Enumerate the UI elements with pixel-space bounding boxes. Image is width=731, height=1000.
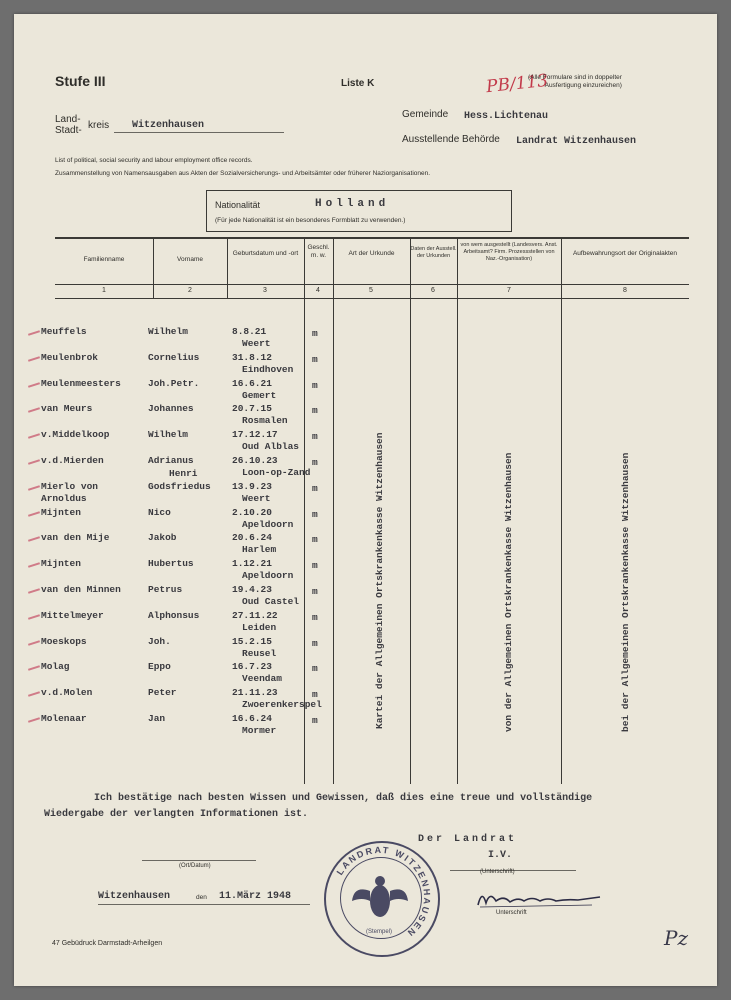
handwritten-signature: [474, 887, 604, 909]
geburtsort-cell: Oud Castel: [242, 596, 300, 607]
geburtsdatum-cell: 16.7.23: [232, 661, 272, 673]
col8-vertical-text: bei der Allgemeinen Ortskrankenkasse Witzenhausen: [620, 452, 631, 732]
familienname-cell: van den Minnen: [41, 584, 121, 595]
header-geschlecht: Geschl. m. w.: [307, 244, 330, 259]
geschlecht-cell: m: [312, 560, 318, 572]
vorname-cell: Joh.: [148, 635, 171, 647]
behoerde-value: Landrat Witzenhausen: [516, 136, 637, 147]
official-stamp: [324, 841, 440, 957]
vorname-cell: Adrianus: [148, 455, 194, 466]
geschlecht-cell: m: [312, 715, 318, 726]
geburtsort-cell: Loon-op-Zand: [242, 467, 311, 478]
geschlecht-cell: m: [312, 611, 318, 623]
colnum-7: 7: [507, 287, 511, 294]
familienname-cell: van Meurs: [41, 403, 93, 415]
pencil-check-mark: [28, 408, 40, 414]
pencil-check-mark: [28, 330, 40, 336]
nationalitaet-box: [206, 190, 512, 232]
handwritten-number: PB/113: [485, 70, 549, 98]
vorname-cell: Godsfriedus: [148, 480, 211, 492]
vorname-cell: Wilhelm: [148, 326, 188, 337]
geburtsort-cell: Weert: [242, 338, 271, 349]
geschlecht-cell: m: [312, 637, 318, 649]
geburtsdatum-cell: 8.8.21: [232, 326, 267, 337]
pencil-check-mark: [28, 485, 40, 491]
handwritten-initials: Pz: [664, 926, 688, 950]
col-divider-2: [227, 239, 228, 298]
ort-datum-line: [142, 860, 256, 861]
geburtsort-cell: Zwoerenkerspel: [242, 699, 322, 711]
familienname-cell: Molenaar: [41, 713, 87, 724]
pencil-check-mark: [28, 562, 40, 568]
table-number-rule: [55, 298, 689, 299]
header-familienname: Familienname: [83, 256, 125, 263]
header-geburtsdatum: Geburtsdatum und -ort: [232, 250, 299, 257]
geburtsort-cell: Leiden: [242, 621, 277, 633]
eagle-icon: [352, 876, 408, 917]
vorname-cell: Jan: [148, 713, 166, 724]
geburtsort-cell: Gemert: [242, 389, 277, 401]
geburtsdatum-cell: 20.7.15: [232, 403, 272, 415]
familienname-cell: van den Mije: [41, 532, 110, 544]
kreis-underline: [114, 132, 284, 133]
col7-vertical-text: von der Allgemeinen Ortskrankenkasse Witzenhausen: [503, 452, 514, 732]
geburtsort-cell: Harlem: [242, 544, 277, 556]
geburtsort-cell: Rosmalen: [242, 415, 288, 427]
table-header-rule: [55, 284, 689, 285]
col5-vertical-text: Kartei der Allgemeinen Ortskrankenkasse Witzenhausen: [374, 432, 385, 729]
familienname-cell: Molag: [41, 661, 70, 673]
header-art-urkunde: Art der Urkunde: [348, 250, 395, 257]
geschlecht-cell: m: [312, 508, 318, 520]
col-divider-1: [153, 239, 154, 298]
familienname-cell: Mijnten: [41, 558, 81, 570]
vorname-cell: Hubertus: [148, 558, 194, 570]
geburtsdatum-cell: 19.4.23: [232, 584, 272, 595]
vorname-cell: Peter: [148, 687, 177, 699]
colnum-6: 6: [431, 287, 435, 294]
pencil-check-mark: [28, 640, 40, 646]
familienname-cell: v.Middelkoop: [41, 429, 110, 441]
geburtsort-cell: Oud Alblas: [242, 441, 300, 453]
colnum-3: 3: [263, 287, 267, 294]
familienname-cell: v.d.Mierden: [41, 455, 104, 466]
geburtsort-cell: Eindhoven: [242, 363, 294, 375]
den-label: den: [196, 894, 207, 901]
colnum-8: 8: [623, 287, 627, 294]
pencil-check-mark: [28, 691, 40, 697]
printer-note: 47 Gebüdruck Darmstadt-Arheilgen: [52, 940, 163, 947]
familienname-cell-line-2: Arnoldus: [41, 492, 87, 504]
pencil-check-mark: [28, 511, 40, 517]
list-line-2: Zusammenstellung von Namensausgaben aus Akten der Sozialversicherungs- und Arbeitsämter oder früherer Naziorganisationen.: [55, 170, 431, 177]
geburtsdatum-cell: 13.9.23: [232, 480, 272, 492]
pencil-check-mark: [28, 666, 40, 672]
vorname-cell: Johannes: [148, 403, 194, 415]
geburtsdatum-cell: 16.6.21: [232, 377, 272, 389]
geburtsdatum-cell: 26.10.23: [232, 455, 278, 466]
header-aufbewahrungsort: Aufbewahrungsort der Originalakten: [572, 250, 678, 257]
geschlecht-cell: m: [312, 482, 318, 494]
geschlecht-cell: m: [312, 405, 318, 417]
vorname-cell: Cornelius: [148, 351, 200, 363]
nationalitaet-value: Holland: [315, 198, 390, 210]
stamp-ring-text: LANDRAT WITZENHAUSEN: [334, 844, 433, 940]
top-note-line-2: Ausfertigung einzureichen): [544, 82, 622, 89]
colnum-2: 2: [188, 287, 192, 294]
familienname-cell: Meulenbrok: [41, 351, 99, 363]
top-note: [528, 74, 622, 90]
colnum-4: 4: [316, 287, 320, 294]
geschlecht-cell: m: [312, 534, 318, 546]
geburtsdatum-cell: 27.11.22: [232, 609, 278, 621]
geburtsdatum-cell: 20.6.24: [232, 532, 272, 544]
vorname-cell: Wilhelm: [148, 429, 188, 441]
geschlecht-cell: m: [312, 663, 318, 675]
vorname-cell: Joh.Petr.: [148, 377, 200, 389]
der-landrat: Der Landrat: [418, 834, 518, 845]
geburtsort-cell: Mormer: [242, 725, 277, 736]
geburtsort-cell: Apeldoorn: [242, 570, 294, 582]
header-vorname: Vorname: [176, 256, 204, 263]
geburtsdatum-cell: 15.2.15: [232, 635, 272, 647]
geschlecht-cell: m: [312, 689, 318, 701]
stamp-graphic: [324, 841, 436, 953]
familienname-cell: Moeskops: [41, 635, 87, 647]
pencil-check-mark: [28, 717, 40, 723]
top-note-line-1: (Alle Formulare sind in doppelter: [528, 74, 622, 81]
colnum-5: 5: [369, 287, 373, 294]
geburtsort-cell: Veendam: [242, 673, 282, 685]
pencil-check-mark: [28, 459, 40, 465]
familienname-cell: Mittelmeyer: [41, 609, 104, 621]
geburtsort-cell: Apeldoorn: [242, 518, 294, 530]
familienname-cell: v.d.Molen: [41, 687, 93, 699]
geburtsort-cell: Reusel: [242, 647, 277, 659]
nationalitaet-note: (Für jede Nationalität ist ein besonderes Formblatt zu verwenden.): [215, 217, 406, 224]
stadt-label: Stadt-: [55, 125, 82, 136]
pencil-check-mark: [28, 433, 40, 439]
vorname-cell-line-2: Henri: [169, 468, 198, 479]
stempel-label: (Stempel): [366, 929, 393, 935]
pencil-check-mark: [28, 356, 40, 362]
vorname-cell: Nico: [148, 506, 171, 518]
list-line-1: List of political, social security and labour employment office records.: [55, 157, 253, 164]
familienname-cell: Meulenmeesters: [41, 377, 121, 389]
confirm-line-1: Ich bestätige nach besten Wissen und Gewissen, daß dies eine treue und vollständige: [94, 793, 593, 804]
table-row: [14, 713, 717, 749]
geburtsdatum-cell: 1.12.21: [232, 558, 272, 570]
familienname-cell: Mierlo von: [41, 480, 99, 492]
vorname-cell: Eppo: [148, 661, 171, 673]
geburtsdatum-cell: 17.12.17: [232, 429, 278, 441]
gemeinde-label: Gemeinde: [402, 109, 449, 120]
geschlecht-cell: m: [312, 586, 318, 597]
geburtsort-cell: Weert: [242, 492, 271, 504]
nationalitaet-label: Nationalität: [215, 200, 261, 210]
iv-label: I.V.: [488, 850, 513, 861]
stufe-title: Stufe III: [55, 73, 106, 89]
unterschrift2-label: Unterschrift: [496, 910, 527, 916]
geburtsdatum-cell: 16.6.24: [232, 713, 272, 724]
familienname-cell: Mijnten: [41, 506, 81, 518]
colnum-1: 1: [102, 287, 106, 294]
document-sheet: [14, 14, 717, 986]
header-daten-ausstellung: Daten der Ausstell. der Urkunden: [410, 246, 457, 259]
ort-value: Witzenhausen: [98, 891, 171, 902]
header-aussteller: von wem ausgestellt (Landesvers. Anst. Arbeitsamt? Firm. Prozessstellen von Naz.-Organisation): [460, 242, 558, 262]
vorname-cell: Petrus: [148, 584, 183, 595]
geschlecht-cell: m: [312, 328, 318, 339]
table-top-rule: [55, 237, 689, 239]
unterschrift-label: (Unterschrift): [480, 869, 515, 875]
geburtsdatum-cell: 31.8.12: [232, 351, 272, 363]
kreis-value: Witzenhausen: [132, 120, 205, 131]
geschlecht-cell: m: [312, 353, 318, 365]
behoerde-label: Ausstellende Behörde: [402, 134, 500, 145]
ort-datum-label: (Ort/Datum): [179, 863, 211, 869]
vorname-cell: Jakob: [148, 532, 177, 544]
geschlecht-cell: m: [312, 457, 318, 468]
pencil-check-mark: [28, 382, 40, 388]
geburtsdatum-cell: 2.10.20: [232, 506, 272, 518]
geschlecht-cell: m: [312, 379, 318, 391]
familienname-cell: Meuffels: [41, 326, 87, 337]
geburtsdatum-cell: 21.11.23: [232, 687, 278, 699]
date-line: [98, 904, 310, 905]
land-label: Land-: [55, 114, 81, 125]
pencil-check-mark: [28, 537, 40, 543]
pencil-check-mark: [28, 588, 40, 594]
geschlecht-cell: m: [312, 431, 318, 443]
confirm-line-2: Wiedergabe der verlangten Informationen ist.: [44, 809, 309, 820]
gemeinde-value: Hess.Lichtenau: [464, 111, 549, 122]
vorname-cell: Alphonsus: [148, 609, 200, 621]
liste-label: Liste K: [341, 78, 375, 89]
date-value: 11.März 1948: [219, 891, 292, 902]
kreis-label: kreis: [88, 120, 110, 131]
pencil-check-mark: [28, 614, 40, 620]
